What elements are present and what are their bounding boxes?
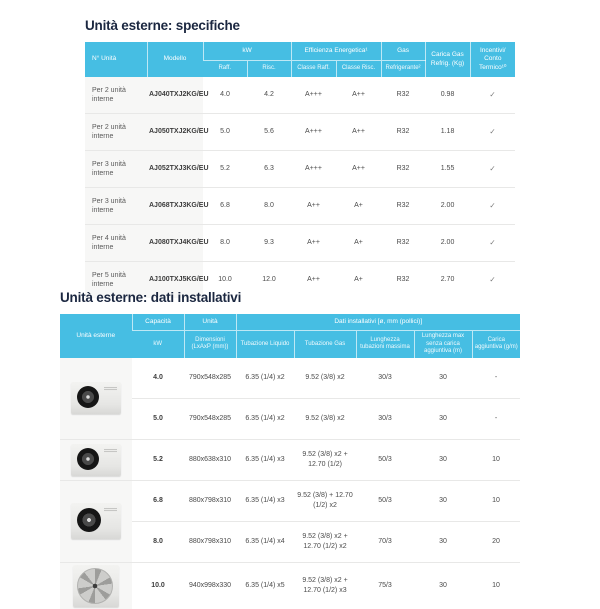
cell: 1.18 <box>425 114 470 151</box>
cell: Per 2 unità interne <box>85 77 147 114</box>
cell: 9.52 (3/8) + 12.70 (1/2) x2 <box>294 480 356 521</box>
grille-icon <box>104 508 117 512</box>
cell: 2.00 <box>425 225 470 262</box>
cell: A++ <box>336 151 381 188</box>
spec-table-body <box>85 77 515 298</box>
checkmark: ✓ <box>489 90 496 100</box>
cell: 9.52 (3/8) x2 + 12.70 (1/2) x2 <box>294 521 356 562</box>
outdoor-unit-image <box>71 382 121 414</box>
page-title-dati-installativi: Unità esterne: dati installativi <box>60 290 242 305</box>
cell: 6.8 <box>203 188 247 225</box>
cell: A++ <box>352 91 365 99</box>
cell: 75/3 <box>356 562 414 609</box>
cell: 6.35 (1/4) x4 <box>236 521 294 562</box>
cell: 50/3 <box>356 439 414 480</box>
cell: 10 <box>472 480 520 521</box>
cell: R32 <box>381 114 425 151</box>
table-row <box>60 480 520 521</box>
cell: A+ <box>336 225 381 262</box>
cell: A++ <box>336 114 381 151</box>
subcol-classe-risc: Classe Risc. <box>336 61 381 78</box>
fan-icon <box>77 386 99 408</box>
cell: 6.35 (1/4) x3 <box>236 439 294 480</box>
cell: A+++ <box>291 114 336 151</box>
table-row <box>85 151 515 188</box>
checkmark: ✓ <box>470 151 515 188</box>
spec-table <box>85 42 515 298</box>
subcol-lunghezza-massima: Lunghezza tubazioni massima <box>356 331 414 358</box>
fan-icon <box>77 448 99 470</box>
outdoor-unit-image-cell <box>60 358 132 440</box>
cell: 6.35 (1/4) x2 <box>245 373 285 381</box>
cell: - <box>472 398 520 439</box>
cell: AJ040TXJ2KG/EU <box>147 77 203 114</box>
cell: 20 <box>472 521 520 562</box>
spec-table-header <box>85 42 515 77</box>
col-header-unita: Unità <box>184 314 236 331</box>
col-header-efficienza: Efficienza Energetica¹ <box>291 42 381 61</box>
install-table <box>60 314 520 609</box>
outdoor-unit-image-cell <box>60 480 132 562</box>
subcol-raff: Raff. <box>203 61 247 78</box>
cell: Per 3 unità interne <box>85 151 147 188</box>
cell: 6.35 (1/4) x5 <box>236 562 294 609</box>
cell: R32 <box>381 151 425 188</box>
cell: R32 <box>396 91 410 99</box>
cell: 0.98 <box>440 91 455 99</box>
cell: 4.0 <box>220 91 230 99</box>
cell: 5.0 <box>203 114 247 151</box>
section-dati-installativi <box>60 290 520 609</box>
cell: A++ <box>291 188 336 225</box>
subcol-kw: kW <box>132 331 184 358</box>
grille-icon <box>104 449 117 453</box>
table-row <box>85 225 515 262</box>
cell: AJ100TXJ5KG/EU <box>147 262 203 299</box>
col-header-unita-esterne: Unità esterne <box>60 314 132 358</box>
cell: 5.2 <box>132 439 184 480</box>
cell: 5.0 <box>132 398 184 439</box>
table-row <box>60 358 520 399</box>
checkmark: ✓ <box>470 114 515 151</box>
outdoor-unit-image <box>71 444 121 476</box>
col-header-carica-gas: Carica Gas Refrig. (Kg) <box>425 42 470 77</box>
col-header-modello: Modello <box>147 42 203 77</box>
cell: 30 <box>414 521 472 562</box>
subcol-lunghezza-senza-carica: Lunghezza max senza carica aggiuntiva (m) <box>414 331 472 358</box>
cell: 30/3 <box>356 398 414 439</box>
subcol-risc: Risc. <box>247 61 291 78</box>
cell: 4.2 <box>264 91 274 99</box>
cell: 6.8 <box>132 480 184 521</box>
col-header-gas: Gas <box>381 42 425 61</box>
cell: 30/3 <box>378 373 392 381</box>
cell: 30 <box>414 439 472 480</box>
cell: R32 <box>381 188 425 225</box>
table-row <box>60 439 520 480</box>
cell: AJ080TXJ4KG/EU <box>147 225 203 262</box>
cell: 30 <box>414 480 472 521</box>
section-specifiche <box>85 18 515 298</box>
table-row <box>85 114 515 151</box>
cell: 2.70 <box>425 262 470 299</box>
cell: 790x548x285 <box>184 398 236 439</box>
cell: 9.52 (3/8) x2 <box>305 373 345 381</box>
cell: 10.0 <box>132 562 184 609</box>
col-header-n-unita: N° Unità <box>85 42 147 77</box>
cell: A+ <box>336 188 381 225</box>
cell: 9.52 (3/8) x2 + 12.70 (1/2) <box>294 439 356 480</box>
cell: 4.0 <box>153 373 163 381</box>
cell: 790x548x285 <box>188 373 232 381</box>
cell: 50/3 <box>356 480 414 521</box>
cell: 880x798x310 <box>184 480 236 521</box>
cell: 5.2 <box>203 151 247 188</box>
cell: AJ068TXJ3KG/EU <box>147 188 203 225</box>
outdoor-unit-image-large <box>73 565 119 607</box>
subcol-classe-raff: Classe Raff. <box>291 61 336 78</box>
cell: 9.52 (3/8) x2 <box>294 398 356 439</box>
cell: AJ052TXJ3KG/EU <box>147 151 203 188</box>
col-header-incentivi: Incentivi/ Conto Termico¹⁰ <box>470 42 515 77</box>
outdoor-unit-image-cell <box>60 439 132 480</box>
checkmark: ✓ <box>470 225 515 262</box>
cell: 2.00 <box>425 188 470 225</box>
cell: R32 <box>381 262 425 299</box>
cell: 9.52 (3/8) x2 + 12.70 (1/2) x3 <box>294 562 356 609</box>
cell: Per 3 unità interne <box>85 188 147 225</box>
header-row-groups <box>60 314 520 331</box>
cell: 6.35 (1/4) x2 <box>236 398 294 439</box>
cell: AJ050TXJ2KG/EU <box>147 114 203 151</box>
cell: 8.0 <box>132 521 184 562</box>
cell: Per 5 unità interne <box>85 262 147 299</box>
cell: 940x998x330 <box>184 562 236 609</box>
cell: 10 <box>472 439 520 480</box>
fan-icon <box>77 508 101 532</box>
checkmark: ✓ <box>470 188 515 225</box>
cell: A+++ <box>291 151 336 188</box>
cell: 30 <box>439 373 447 381</box>
subcol-dimensioni: Dimensioni (LxAxP (mm)) <box>184 331 236 358</box>
cell: - <box>494 373 498 381</box>
cell: A++ <box>291 262 336 299</box>
cell: Per 4 unità interne <box>85 225 147 262</box>
table-row <box>85 77 515 114</box>
cell: 9.3 <box>247 225 291 262</box>
cell: 10.0 <box>203 262 247 299</box>
cell: 6.3 <box>247 151 291 188</box>
table-row <box>60 562 520 609</box>
cell: Per 2 unità interne <box>85 114 147 151</box>
grille-icon <box>104 387 117 391</box>
outdoor-unit-image-cell <box>60 562 132 609</box>
cell: 70/3 <box>356 521 414 562</box>
cell: 8.0 <box>247 188 291 225</box>
cell: A+++ <box>305 91 322 99</box>
cell: 10 <box>472 562 520 609</box>
col-header-capacita: Capacità <box>132 314 184 331</box>
subcol-tubazione-liquido: Tubazione Liquido <box>236 331 294 358</box>
cell: 30 <box>414 398 472 439</box>
subcol-carica-aggiuntiva: Carica aggiuntiva (g/m) <box>472 331 520 358</box>
cell: A+ <box>336 262 381 299</box>
col-header-dati-installativi: Dati installativi [ø, mm (pollici)] <box>236 314 520 331</box>
cell: 8.0 <box>203 225 247 262</box>
fan-icon <box>77 568 113 604</box>
outdoor-unit-image <box>71 503 121 539</box>
subcol-refrigerante: Refrigerante² <box>381 61 425 78</box>
header-row-groups <box>85 42 515 61</box>
cell: R32 <box>381 225 425 262</box>
cell: 6.35 (1/4) x3 <box>236 480 294 521</box>
cell: 30 <box>414 562 472 609</box>
subcol-tubazione-gas: Tubazione Gas <box>294 331 356 358</box>
install-table-header <box>60 314 520 358</box>
cell: 880x638x310 <box>184 439 236 480</box>
table-row <box>85 188 515 225</box>
cell: A++ <box>291 225 336 262</box>
cell: 1.55 <box>425 151 470 188</box>
checkmark: ✓ <box>470 262 515 299</box>
col-header-kw: kW <box>203 42 291 61</box>
cell: 880x798x310 <box>184 521 236 562</box>
cell: 5.6 <box>247 114 291 151</box>
page-title-specifiche: Unità esterne: specifiche <box>85 18 240 33</box>
cell: 12.0 <box>247 262 291 299</box>
install-table-body <box>60 358 520 609</box>
